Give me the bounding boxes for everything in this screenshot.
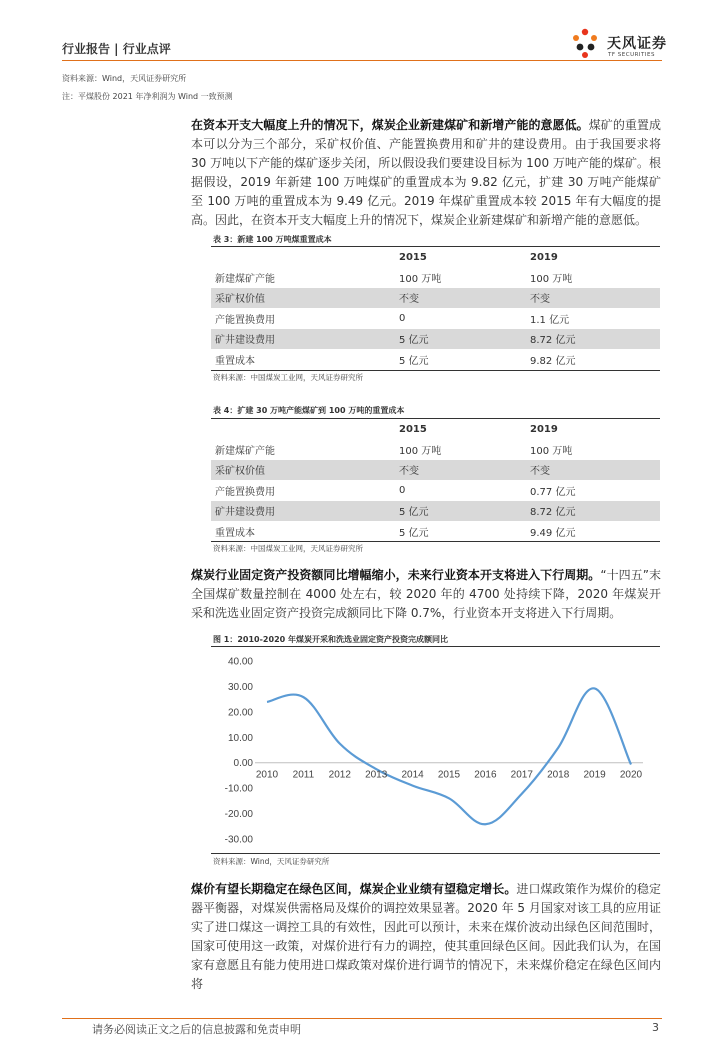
table-header-cell: 2019 (526, 247, 660, 267)
table-cell: 5 亿元 (395, 521, 526, 541)
table-row (211, 460, 660, 480)
x-tick-label: 2015 (438, 770, 461, 781)
x-tick-label: 2012 (329, 770, 352, 781)
logo-name: 天风证券 (607, 33, 667, 53)
table-cell: 不变 (526, 288, 660, 308)
header-rule (62, 60, 662, 61)
table-cell: 产能置换费用 (211, 308, 395, 328)
table-cell: 矿井建设费用 (211, 501, 395, 521)
table-header-row (211, 247, 660, 267)
footer-rule (62, 1018, 662, 1019)
table-row (211, 521, 660, 541)
table-cell: 5 亿元 (395, 349, 526, 369)
table-header-cell (211, 419, 395, 439)
table-cell: 不变 (395, 288, 526, 308)
table-row (211, 329, 660, 349)
table-header-row (211, 419, 660, 439)
paragraph-body: 进口煤政策作为煤价的稳定器平衡器，对煤炭供需格局及煤价的调控效果显著。2020 年 5 月国家对该工具的应用证实了进口煤这一调控工具的有效性，因此可以预计，未来在煤价波动出绿色区间范围时，国家可使用这一政策，对煤价进行有力的调控，使其重回绿色区间。因此我们认为，在国家有意愿且有能力使用进口煤政策对煤价进行调节的情况下，未来煤价稳定在绿色区间内将 (191, 882, 661, 991)
table-cell: 不变 (526, 460, 660, 480)
table3-title: 表 3：新建 100 万吨煤重置成本 (213, 234, 332, 245)
table-row (211, 288, 660, 308)
figure1-source: 资料来源：Wind，天风证券研究所 (213, 856, 329, 867)
x-tick-label: 2013 (365, 770, 388, 781)
table-cell: 重置成本 (211, 521, 395, 541)
footnote: 注：平煤股份 2021 年净利润为 Wind 一致预测 (62, 91, 233, 102)
table-cell: 9.49 亿元 (526, 521, 660, 541)
table-header-cell: 2015 (395, 419, 526, 439)
y-tick-label: -20.00 (225, 809, 254, 820)
table4-source: 资料来源：中国煤炭工业网，天风证券研究所 (213, 543, 363, 554)
table4 (211, 419, 660, 541)
table-cell: 0 (395, 308, 526, 328)
x-tick-label: 2020 (620, 770, 643, 781)
table-cell: 0 (395, 480, 526, 500)
table-cell: 0.77 亿元 (526, 480, 660, 500)
x-tick-label: 2019 (583, 770, 606, 781)
figure1-top-rule (211, 646, 660, 647)
logo-icon (568, 27, 604, 59)
table-row (211, 480, 660, 500)
table-cell: 重置成本 (211, 349, 395, 369)
table-row (211, 349, 660, 369)
x-tick-label: 2011 (293, 770, 315, 781)
footer-disclaimer: 请务必阅读正文之后的信息披露和免责申明 (92, 1021, 301, 1037)
table-row (211, 267, 660, 287)
table3-bottom-rule (211, 370, 660, 371)
y-tick-label: -30.00 (225, 835, 254, 846)
table-header-cell: 2019 (526, 419, 660, 439)
x-tick-label: 2016 (474, 770, 497, 781)
table-cell: 采矿权价值 (211, 288, 395, 308)
paragraph-body: 煤矿的重置成本可以分为三个部分，采矿权价值、产能置换费用和矿井的建设费用。由于我国要求将 30 万吨以下产能的煤矿逐步关闭，所以假设我们要建设目标为 100 万吨产能的煤矿。根据假设，2019 年新建 100 万吨煤矿的重置成本为 9.82 亿元，扩建 30 万吨产能煤矿至 100 万吨的重置成本为 9.49 亿元。2019 年煤矿重置成本较 2015 年有大幅度的提高。因此，在资本开支大幅度上升的情况下，煤炭企业新建煤矿和新增产能的意愿低。 (191, 118, 661, 227)
table-cell: 采矿权价值 (211, 460, 395, 480)
table3 (211, 247, 660, 369)
table-header-cell (211, 247, 395, 267)
page-number: 3 (652, 1021, 659, 1034)
figure1-title: 图 1：2010-2020 年煤炭开采和洗选业固定资产投资完成额同比 (213, 634, 448, 645)
table-cell: 矿井建设费用 (211, 329, 395, 349)
table-row (211, 501, 660, 521)
y-tick-label: 10.00 (228, 733, 253, 744)
table-cell: 100 万吨 (526, 439, 660, 459)
table-cell: 100 万吨 (526, 267, 660, 287)
y-tick-label: 20.00 (228, 707, 253, 718)
table3-source: 资料来源：中国煤炭工业网，天风证券研究所 (213, 372, 363, 383)
paragraph-lead: 在资本开支大幅度上升的情况下，煤炭企业新建煤矿和新增产能的意愿低。 (191, 118, 589, 132)
y-tick-label: 40.00 (228, 657, 253, 668)
line-chart (211, 648, 660, 852)
table-row (211, 308, 660, 328)
table-cell: 5 亿元 (395, 501, 526, 521)
table-cell: 产能置换费用 (211, 480, 395, 500)
paragraph-coal-price (191, 880, 661, 994)
series-line-0 (267, 688, 631, 824)
y-tick-label: 30.00 (228, 682, 253, 693)
table4-bottom-rule (211, 541, 660, 542)
table-header-cell: 2015 (395, 247, 526, 267)
table-cell: 新建煤矿产能 (211, 267, 395, 287)
table-row (211, 439, 660, 459)
table-cell: 100 万吨 (395, 267, 526, 287)
y-tick-label: -10.00 (225, 784, 254, 795)
paragraph-capex (191, 116, 661, 230)
logo-subtitle: TF SECURITIES (608, 52, 655, 58)
paragraph-body: “十四五”末全国煤矿数量控制在 4000 处左右，较 2020 年的 4700 处持续下降，2020 年煤炭开采和洗选业固定资产投资完成额同比下降 0.7%，行业资本开支将进入下行周期。 (191, 568, 661, 620)
y-tick-label: 0.00 (234, 758, 254, 769)
table-cell: 8.72 亿元 (526, 501, 660, 521)
figure1-bottom-rule (211, 853, 660, 854)
paragraph-lead: 煤价有望长期稳定在绿色区间，煤炭企业业绩有望稳定增长。 (191, 882, 516, 896)
table-cell: 新建煤矿产能 (211, 439, 395, 459)
table4-title: 表 4：扩建 30 万吨产能煤矿到 100 万吨的重置成本 (213, 405, 404, 416)
source-note: 资料来源：Wind，天风证券研究所 (62, 73, 186, 84)
x-tick-label: 2018 (547, 770, 570, 781)
paragraph-investment (191, 566, 661, 623)
x-tick-label: 2014 (401, 770, 424, 781)
paragraph-lead: 煤炭行业固定资产投资额同比增幅缩小，未来行业资本开支将进入下行周期。 (191, 568, 600, 582)
x-tick-label: 2010 (256, 770, 279, 781)
header-section-label: 行业报告 | 行业点评 (62, 40, 171, 57)
table-cell: 100 万吨 (395, 439, 526, 459)
table-cell: 8.72 亿元 (526, 329, 660, 349)
table-cell: 1.1 亿元 (526, 308, 660, 328)
table-cell: 不变 (395, 460, 526, 480)
table-cell: 9.82 亿元 (526, 349, 660, 369)
table-cell: 5 亿元 (395, 329, 526, 349)
x-tick-label: 2017 (511, 770, 534, 781)
